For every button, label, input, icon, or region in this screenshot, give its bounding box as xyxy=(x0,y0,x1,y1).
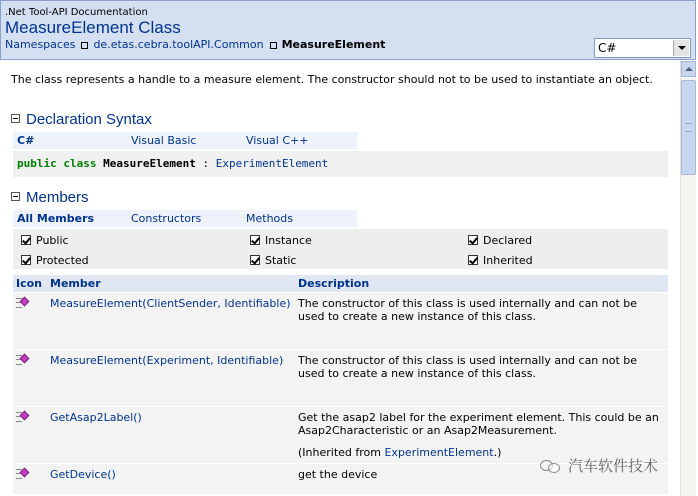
checkbox-checked-icon[interactable] xyxy=(468,235,478,245)
filter-static[interactable]: Static xyxy=(250,254,296,267)
breadcrumb-separator-icon xyxy=(81,42,88,49)
declaration-code xyxy=(13,151,668,177)
column-header-description: Description xyxy=(295,275,668,293)
tab-visual-basic[interactable]: Visual Basic xyxy=(131,134,197,147)
language-select-value: C# xyxy=(598,41,617,55)
declaration-heading: Declaration Syntax xyxy=(26,111,152,128)
checkbox-checked-icon[interactable] xyxy=(250,255,260,265)
code-colon: : xyxy=(202,157,210,170)
scrollbar-thumb[interactable] xyxy=(681,80,696,175)
filter-inherited[interactable]: Inherited xyxy=(468,254,533,267)
filter-protected[interactable]: Protected xyxy=(21,254,89,267)
watermark: 汽车软件技术 xyxy=(540,455,658,476)
member-cell xyxy=(47,407,295,464)
page-header xyxy=(0,0,696,60)
method-icon xyxy=(16,354,29,364)
class-summary: The class represents a handle to a measure element. The constructor should not to be used to instantiate an object. xyxy=(11,73,653,86)
description-cell: The constructor of this class is used internally and can not be used to create a new instance of this class. xyxy=(295,350,668,407)
filter-public[interactable]: Public xyxy=(21,234,69,247)
tab-all-members[interactable]: All Members xyxy=(17,212,95,225)
code-base-class-link[interactable]: ExperimentElement xyxy=(215,157,329,170)
language-select[interactable] xyxy=(594,38,691,58)
method-icon xyxy=(16,411,29,421)
description-cell: get the device xyxy=(295,464,668,494)
code-keyword-class: class xyxy=(63,157,97,170)
declaration-section-header[interactable] xyxy=(11,111,152,128)
collapse-icon[interactable] xyxy=(11,114,20,123)
members-heading: Members xyxy=(26,189,89,206)
method-icon xyxy=(16,468,29,478)
code-keyword-public: public xyxy=(17,157,57,170)
collapse-icon[interactable] xyxy=(11,192,20,201)
breadcrumb-namespace[interactable]: de.etas.cebra.toolAPI.Common xyxy=(93,38,264,51)
breadcrumb-current: MeasureElement xyxy=(281,38,386,51)
column-header-icon: Icon xyxy=(13,275,47,293)
member-cell xyxy=(47,464,295,494)
checkbox-checked-icon[interactable] xyxy=(468,255,478,265)
tab-constructors[interactable]: Constructors xyxy=(131,212,202,225)
content-area xyxy=(1,61,680,496)
filter-instance[interactable]: Instance xyxy=(250,234,312,247)
description-text: Get the asap2 label for the experiment element. This could be an Asap2Characteristic or an Asap2Measurement. xyxy=(298,411,659,437)
page-title: MeasureElement Class xyxy=(5,18,181,37)
code-class-name: MeasureElement xyxy=(103,157,196,170)
member-link[interactable]: GetDevice() xyxy=(50,468,116,481)
checkbox-checked-icon[interactable] xyxy=(250,235,260,245)
wechat-logo-icon xyxy=(540,458,562,474)
breadcrumb xyxy=(5,38,385,51)
vertical-scrollbar[interactable] xyxy=(680,61,696,496)
scroll-up-arrow-icon[interactable] xyxy=(681,61,696,77)
members-tabs xyxy=(13,210,357,227)
member-cell xyxy=(47,293,295,350)
declaration-tabs xyxy=(13,132,357,149)
member-link[interactable]: MeasureElement(ClientSender, Identifiable) xyxy=(50,297,291,310)
members-section-header[interactable] xyxy=(11,189,89,206)
tab-csharp[interactable]: C# xyxy=(17,134,35,147)
description-cell: The constructor of this class is used internally and can not be used to create a new instance of this class. xyxy=(295,293,668,350)
column-header-member: Member xyxy=(47,275,295,293)
method-icon xyxy=(16,297,29,307)
icon-cell xyxy=(13,464,47,494)
icon-cell xyxy=(13,350,47,407)
doc-title: .Net Tool-API Documentation xyxy=(5,7,148,18)
table-row xyxy=(13,350,668,407)
chevron-down-icon[interactable] xyxy=(673,40,689,56)
member-link[interactable]: GetAsap2Label() xyxy=(50,411,142,424)
member-filters xyxy=(13,229,668,269)
checkbox-checked-icon[interactable] xyxy=(21,255,31,265)
tab-methods[interactable]: Methods xyxy=(246,212,293,225)
tab-visual-cpp[interactable]: Visual C++ xyxy=(246,134,309,147)
icon-cell xyxy=(13,407,47,464)
filter-declared[interactable]: Declared xyxy=(468,234,532,247)
table-header-row xyxy=(13,275,668,293)
member-cell xyxy=(47,350,295,407)
inherited-note: (Inherited from ExperimentElement.) xyxy=(298,446,502,459)
member-link[interactable]: MeasureElement(Experiment, Identifiable) xyxy=(50,354,284,367)
inherited-from-link[interactable]: ExperimentElement xyxy=(384,446,494,459)
table-row xyxy=(13,293,668,350)
checkbox-checked-icon[interactable] xyxy=(21,235,31,245)
breadcrumb-namespaces[interactable]: Namespaces xyxy=(5,38,76,51)
breadcrumb-separator-icon xyxy=(270,42,277,49)
icon-cell xyxy=(13,293,47,350)
